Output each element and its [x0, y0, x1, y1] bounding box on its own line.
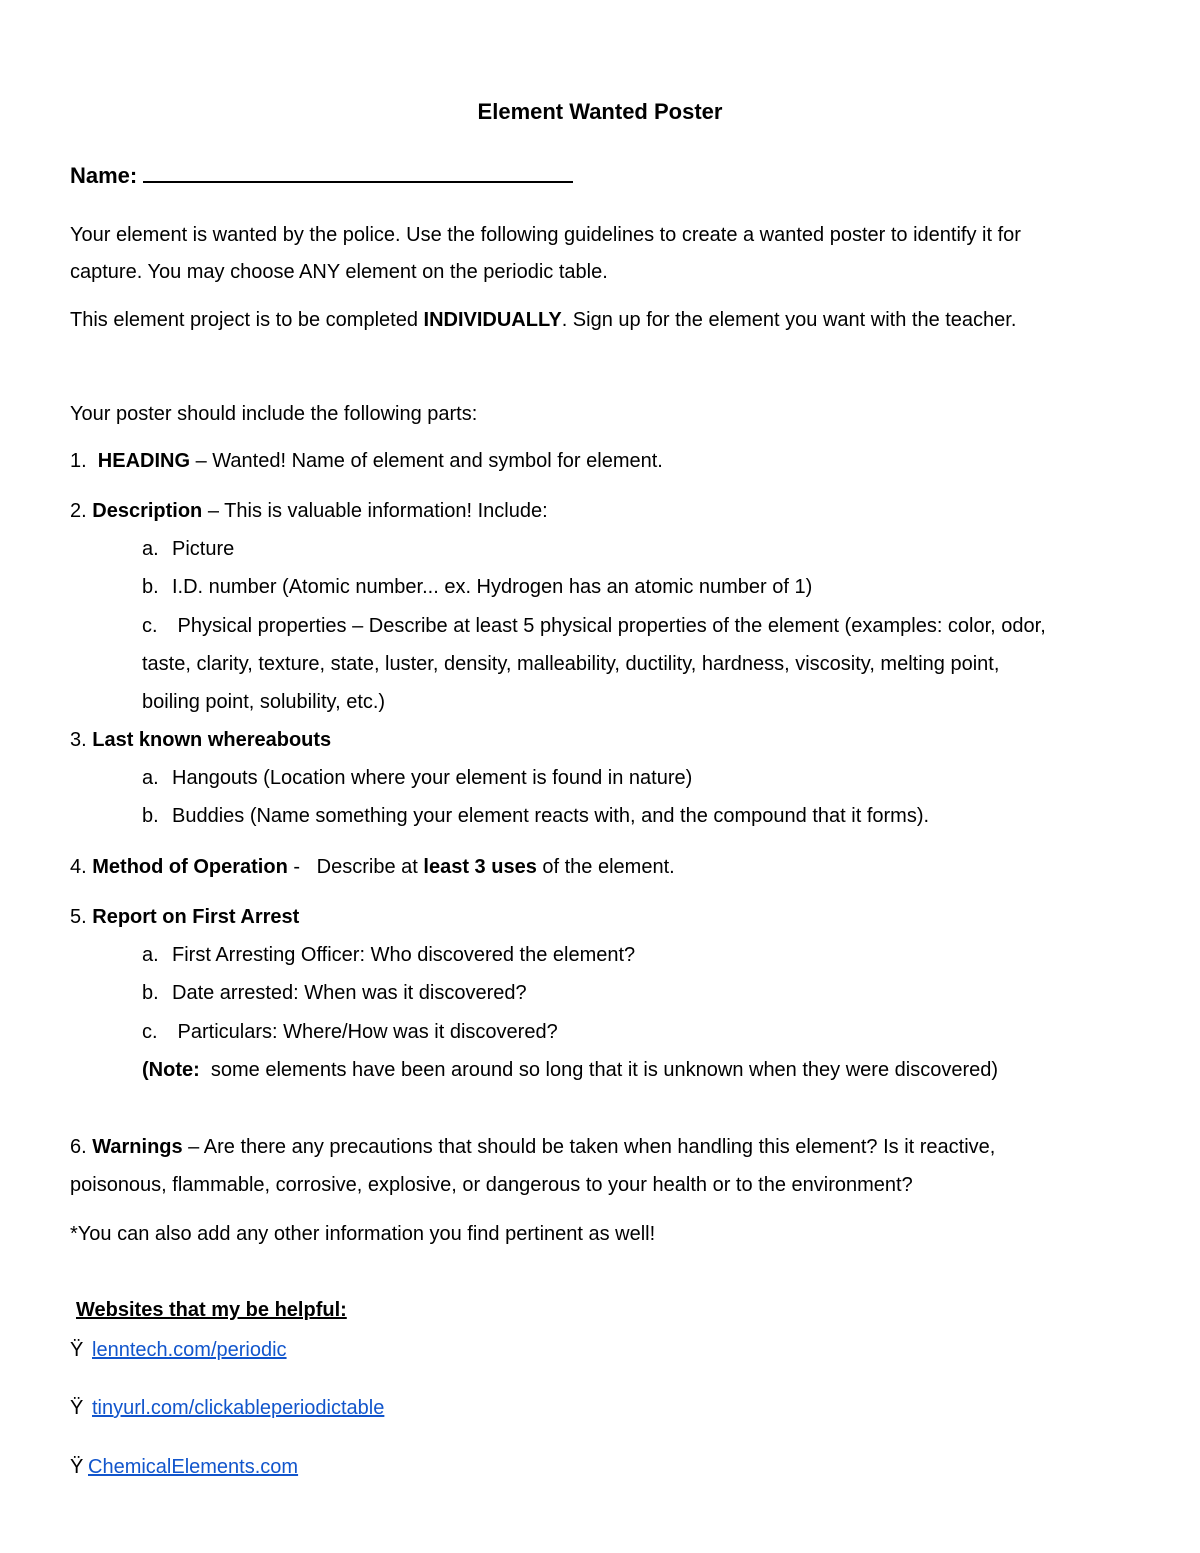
item-3-a-text: Hangouts (Location where your element is found in nature) [172, 767, 693, 789]
item-2-bold: Description [92, 500, 203, 522]
item-2-c [142, 614, 1046, 638]
item-2-c-text: Physical properties – Describe at least 5 physical properties of the element (examples: color, odor, [172, 615, 1046, 637]
item-5-note [142, 1058, 998, 1082]
item-2-a-text: Picture [172, 538, 235, 560]
item-4-number: 4. [70, 856, 93, 878]
item-5-bold: Report on First Arrest [92, 906, 300, 928]
extra-note: *You can also add any other information you find pertinent as well! [70, 1223, 656, 1245]
item-2 [70, 499, 548, 523]
item-5 [70, 905, 299, 929]
item-3-number: 3. [70, 729, 93, 751]
item-6-bold: Warnings [92, 1136, 183, 1158]
item-2-c-line-3: boiling point, solubility, etc.) [142, 691, 386, 713]
item-4-text-pre: - Describe at [287, 856, 424, 878]
name-blank-line[interactable] [143, 161, 573, 183]
item-1-bold: HEADING [97, 450, 191, 472]
item-1-text: – Wanted! Name of element and symbol for element. [190, 450, 663, 472]
item-2-a-letter: a. [142, 538, 159, 560]
item-3-b-letter: b. [142, 805, 159, 827]
page-title: Element Wanted Poster [477, 99, 723, 124]
item-5-b-letter: b. [142, 982, 159, 1004]
item-6-text: – Are there any precautions that should be taken when handling this element? Is it reactive, [182, 1136, 996, 1158]
bullet-icon: Ÿ [70, 1339, 84, 1361]
intro-line-3-post: . Sign up for the element you want with the teacher. [561, 309, 1017, 331]
parts-intro: Your poster should include the following parts: [70, 403, 478, 425]
intro-line-3-bold: INDIVIDUALLY [423, 309, 562, 331]
item-2-c-letter: c. [142, 615, 158, 637]
item-5-note-text: some elements have been around so long that it is unknown when they were discovered) [199, 1059, 999, 1081]
intro-line-1: Your element is wanted by the police. Use the following guidelines to create a wanted poster to identify it for [70, 224, 1021, 246]
name-field-row [70, 161, 573, 188]
item-2-b-text: I.D. number (Atomic number... ex. Hydrogen has an atomic number of 1) [172, 576, 813, 598]
item-5-c-letter: c. [142, 1021, 158, 1043]
item-5-b-text: Date arrested: When was it discovered? [172, 982, 527, 1004]
website-link-lenntech[interactable]: lenntech.com/periodic [92, 1339, 287, 1361]
item-2-text: – This is valuable information! Include: [202, 500, 548, 522]
item-6-line-2: poisonous, flammable, corrosive, explosive, or dangerous to your health or to the environment? [70, 1174, 913, 1196]
intro-line-2: capture. You may choose ANY element on the periodic table. [70, 261, 608, 283]
item-2-b-letter: b. [142, 576, 159, 598]
item-2-b [142, 575, 812, 599]
item-4-bold: Method of Operation [92, 856, 288, 878]
item-5-c [142, 1020, 558, 1044]
item-3-a-letter: a. [142, 767, 159, 789]
item-2-c-line-2: taste, clarity, texture, state, luster, density, malleability, ductility, hardness, viscosity, melting point, [142, 653, 1000, 675]
item-2-a [142, 537, 234, 561]
item-5-a-text: First Arresting Officer: Who discovered the element? [172, 944, 636, 966]
item-3 [70, 728, 331, 752]
intro-line-3 [70, 308, 1016, 332]
bullet-icon: Ÿ [70, 1397, 84, 1419]
item-5-note-bold: (Note: [142, 1059, 200, 1081]
item-5-a-letter: a. [142, 944, 159, 966]
item-6-number: 6. [70, 1136, 93, 1158]
item-4-text-post: of the element. [536, 856, 675, 878]
item-3-b [142, 804, 929, 828]
item-5-number: 5. [70, 906, 93, 928]
intro-line-3-pre: This element project is to be completed [70, 309, 424, 331]
name-label: Name: [70, 163, 138, 188]
website-link-tinyurl[interactable]: tinyurl.com/clickableperiodictable [92, 1397, 385, 1419]
bullet-icon: Ÿ [70, 1456, 84, 1478]
item-3-a [142, 766, 692, 790]
item-3-bold: Last known whereabouts [92, 729, 332, 751]
item-1-number: 1. [70, 450, 98, 472]
item-4 [70, 855, 675, 879]
item-3-b-text: Buddies (Name something your element reacts with, and the compound that it forms). [172, 805, 930, 827]
website-link-chemicalelements[interactable]: ChemicalElements.com [88, 1456, 299, 1478]
websites-heading: Websites that my be helpful: [76, 1299, 347, 1321]
website-item-3 [70, 1455, 298, 1479]
website-item-2 [70, 1396, 384, 1420]
item-6 [70, 1135, 995, 1159]
item-5-c-text: Particulars: Where/How was it discovered? [172, 1021, 558, 1043]
item-5-a [142, 943, 635, 967]
item-2-number: 2. [70, 500, 93, 522]
website-item-1 [70, 1338, 287, 1362]
item-1 [70, 449, 663, 473]
item-5-b [142, 981, 527, 1005]
item-4-bold-2: least 3 uses [423, 856, 537, 878]
